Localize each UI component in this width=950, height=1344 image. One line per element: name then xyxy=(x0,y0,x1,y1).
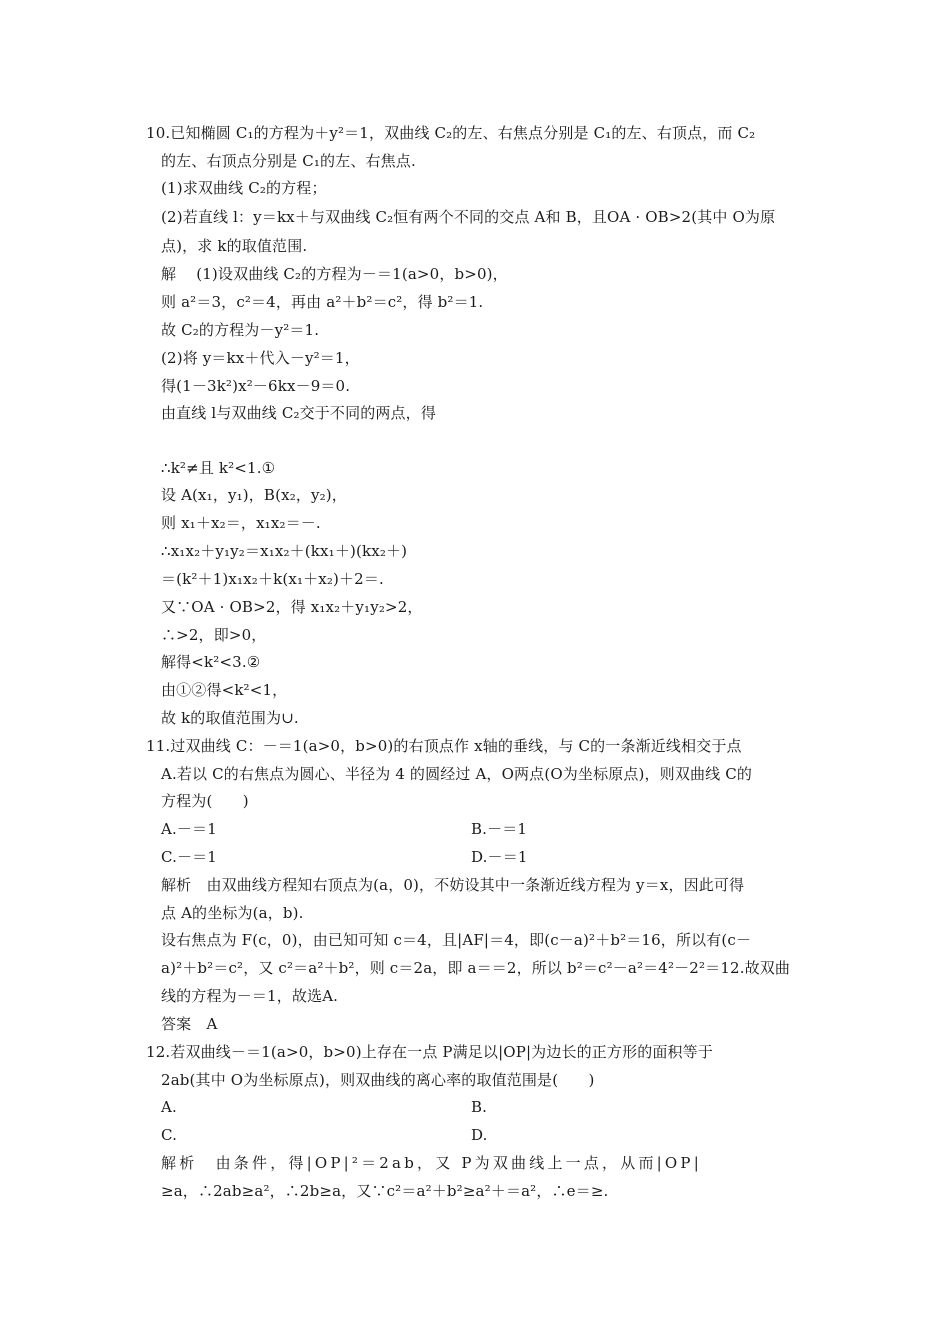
q10-solution-line-16: 故 k的取值范围为∪. xyxy=(161,709,299,727)
q10-solution-line-13: ∴>2，即>0， xyxy=(161,626,267,644)
q10-solution-line-4: (2)将 y＝kx＋代入－y²＝1， xyxy=(161,349,360,367)
q12-analysis-line-1: 解析 由条件，得|OP|²＝2ab，又 P为双曲线上一点，从而|OP| xyxy=(161,1154,702,1172)
q10-solution-line-9: 则 x₁＋x₂＝，x₁x₂＝－. xyxy=(161,514,321,532)
q11-stem-line-3: 方程为( ) xyxy=(161,792,249,810)
q10-part-2-line-2: 点)，求 k的取值范围. xyxy=(161,237,308,255)
q12-stem-line-2: 2ab(其中 O为坐标原点)，则双曲线的离心率的取值范围是( ) xyxy=(161,1071,595,1089)
q10-solution-line-11: ＝(k²＋1)x₁x₂＋k(x₁＋x₂)＋2＝. xyxy=(161,570,384,588)
q10-part-2-line-1: (2)若直线 l：y＝kx＋与双曲线 C₂恒有两个不同的交点 A和 B，且OA · OB>2(其中 O为原 xyxy=(161,208,776,226)
q11-analysis-line-3: 设右焦点为 F(c，0)，由已知可知 c＝4，且|AF|＝4，即(c－a)²＋b²＝16，所以有(c－ xyxy=(161,931,752,949)
q10-part-1: (1)求双曲线 C₂的方程； xyxy=(161,179,327,197)
q12-analysis-line-2: ≥a，∴2ab≥a²，∴2b≥a，又∵c²＝a²＋b²≥a²＋＝a²，∴e＝≥. xyxy=(161,1182,609,1200)
q12-stem-line-1: 12.若双曲线－＝1(a>0，b>0)上存在一点 P满足以|OP|为边长的正方形的面积等于 xyxy=(146,1043,713,1061)
q11-option-d: D.－＝1 xyxy=(471,848,528,866)
q10-solution-line-2: 则 a²＝3，c²＝4，再由 a²＋b²＝c²，得 b²＝1. xyxy=(161,293,484,311)
q11-analysis-line-1: 解析 由双曲线方程知右顶点为(a，0)，不妨设其中一条渐近线方程为 y＝x，因此可得 xyxy=(161,876,745,894)
q12-option-a: A. xyxy=(161,1098,177,1116)
q10-solution-line-8: 设 A(x₁，y₁)，B(x₂，y₂)， xyxy=(161,486,347,504)
q11-analysis-line-2: 点 A的坐标为(a，b). xyxy=(161,904,304,922)
q10-solution-line-1: 解 (1)设双曲线 C₂的方程为－＝1(a>0，b>0)， xyxy=(161,265,508,283)
q10-solution-line-12: 又∵OA · OB>2，得 x₁x₂＋y₁y₂>2， xyxy=(161,598,423,616)
q10-solution-line-15: 由①②得<k²<1， xyxy=(161,681,288,699)
q11-analysis-line-5: 线的方程为－＝1，故选A. xyxy=(161,987,339,1005)
q10-solution-line-5: 得(1－3k²)x²－6kx－9＝0. xyxy=(161,377,351,395)
q10-solution-line-10: ∴x₁x₂＋y₁y₂＝x₁x₂＋(kx₁＋)(kx₂＋) xyxy=(161,542,408,560)
q10-solution-line-6: 由直线 l与双曲线 C₂交于不同的两点，得 xyxy=(161,404,436,422)
q10-solution-line-7: ∴k²≠且 k²<1.① xyxy=(161,459,276,477)
q12-option-c: C. xyxy=(161,1126,178,1144)
q12-option-d: D. xyxy=(471,1126,488,1144)
q10-stem-line-2: 的左、右顶点分别是 C₁的左、右焦点. xyxy=(161,152,416,170)
q11-option-c: C.－＝1 xyxy=(161,848,218,866)
q11-answer: 答案 A xyxy=(161,1015,218,1033)
q10-stem-line-1: 10.已知椭圆 C₁的方程为＋y²＝1，双曲线 C₂的左、右焦点分别是 C₁的左、右顶点，而 C₂ xyxy=(146,124,756,142)
q11-stem-line-2: A.若以 C的右焦点为圆心、半径为 4 的圆经过 A，O两点(O为坐标原点)，则双曲线 C的 xyxy=(161,765,752,783)
q11-option-b: B.－＝1 xyxy=(471,820,528,838)
q11-option-a: A.－＝1 xyxy=(161,820,217,838)
q10-solution-line-14: 解得<k²<3.② xyxy=(161,653,261,671)
q11-analysis-line-4: a)²＋b²＝c²，又 c²＝a²＋b²，则 c＝2a，即 a＝＝2，所以 b²＝c²－a²＝4²－2²＝12.故双曲 xyxy=(161,959,791,977)
q11-stem-line-1: 11.过双曲线 C：－＝1(a>0，b>0)的右顶点作 x轴的垂线，与 C的一条渐近线相交于点 xyxy=(146,737,742,755)
q12-option-b: B. xyxy=(471,1098,488,1116)
q10-solution-line-3: 故 C₂的方程为－y²＝1. xyxy=(161,321,320,339)
